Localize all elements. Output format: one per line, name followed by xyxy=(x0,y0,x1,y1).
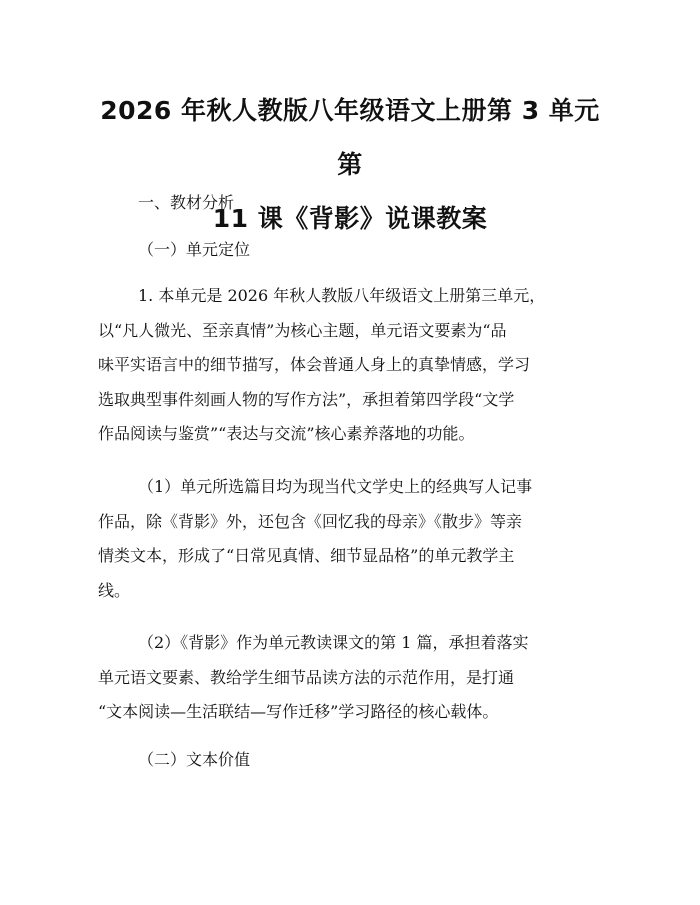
paragraph-line: 1. 本单元是 2026 年秋人教版八年级语文上册第三单元， xyxy=(138,286,546,305)
subsection-heading-unit-position: （一）单元定位 xyxy=(138,240,251,259)
paragraph-unit-overview xyxy=(98,279,603,452)
document-title xyxy=(95,84,605,246)
paragraph-line: 作品，除《背影》外，还包含《回忆我的母亲》《散步》等亲 xyxy=(98,511,523,531)
paragraph-line: 情类文本，形成了“日常见真情、细节显品格”的单元教学主 xyxy=(98,546,515,565)
paragraph-line: （1）单元所选篇目均为现当代文学史上的经典写人记事 xyxy=(138,477,533,496)
subsection-heading-text-value: （二）文本价值 xyxy=(138,750,251,769)
paragraph-line: 作品阅读与鉴赏”“表达与交流”核心素养落地的功能。 xyxy=(98,424,475,443)
paragraph-line: 单元语文要素、教给学生细节品读方法的示范作用，是打通 xyxy=(98,667,515,687)
paragraph-line: 以“凡人微光、至亲真情”为核心主题，单元语文要素为“品 xyxy=(98,320,507,340)
paragraph-line: 味平实语言中的细节描写，体会普通人身上的真挚情感，学习 xyxy=(98,355,531,374)
paragraph-line: （2）《背影》作为单元教读课文的第 1 篇，承担着落实 xyxy=(138,633,529,652)
paragraph-line: “文本阅读—生活联结—写作迁移”学习路径的核心载体。 xyxy=(98,702,499,721)
title-line-2: 11 课《背影》说课教案 xyxy=(212,204,488,233)
paragraph-line: 线。 xyxy=(98,580,131,600)
paragraph-line: 选取典型事件刻画人物的写作方法”，承担着第四学段“文学 xyxy=(98,389,515,409)
paragraph-unit-texts xyxy=(98,470,603,608)
section-heading-textbook-analysis: 一、教材分析 xyxy=(138,193,235,212)
title-line-1: 2026 年秋人教版八年级语文上册第 3 单元第 xyxy=(100,96,600,179)
paragraph-beiying-role xyxy=(98,626,603,730)
